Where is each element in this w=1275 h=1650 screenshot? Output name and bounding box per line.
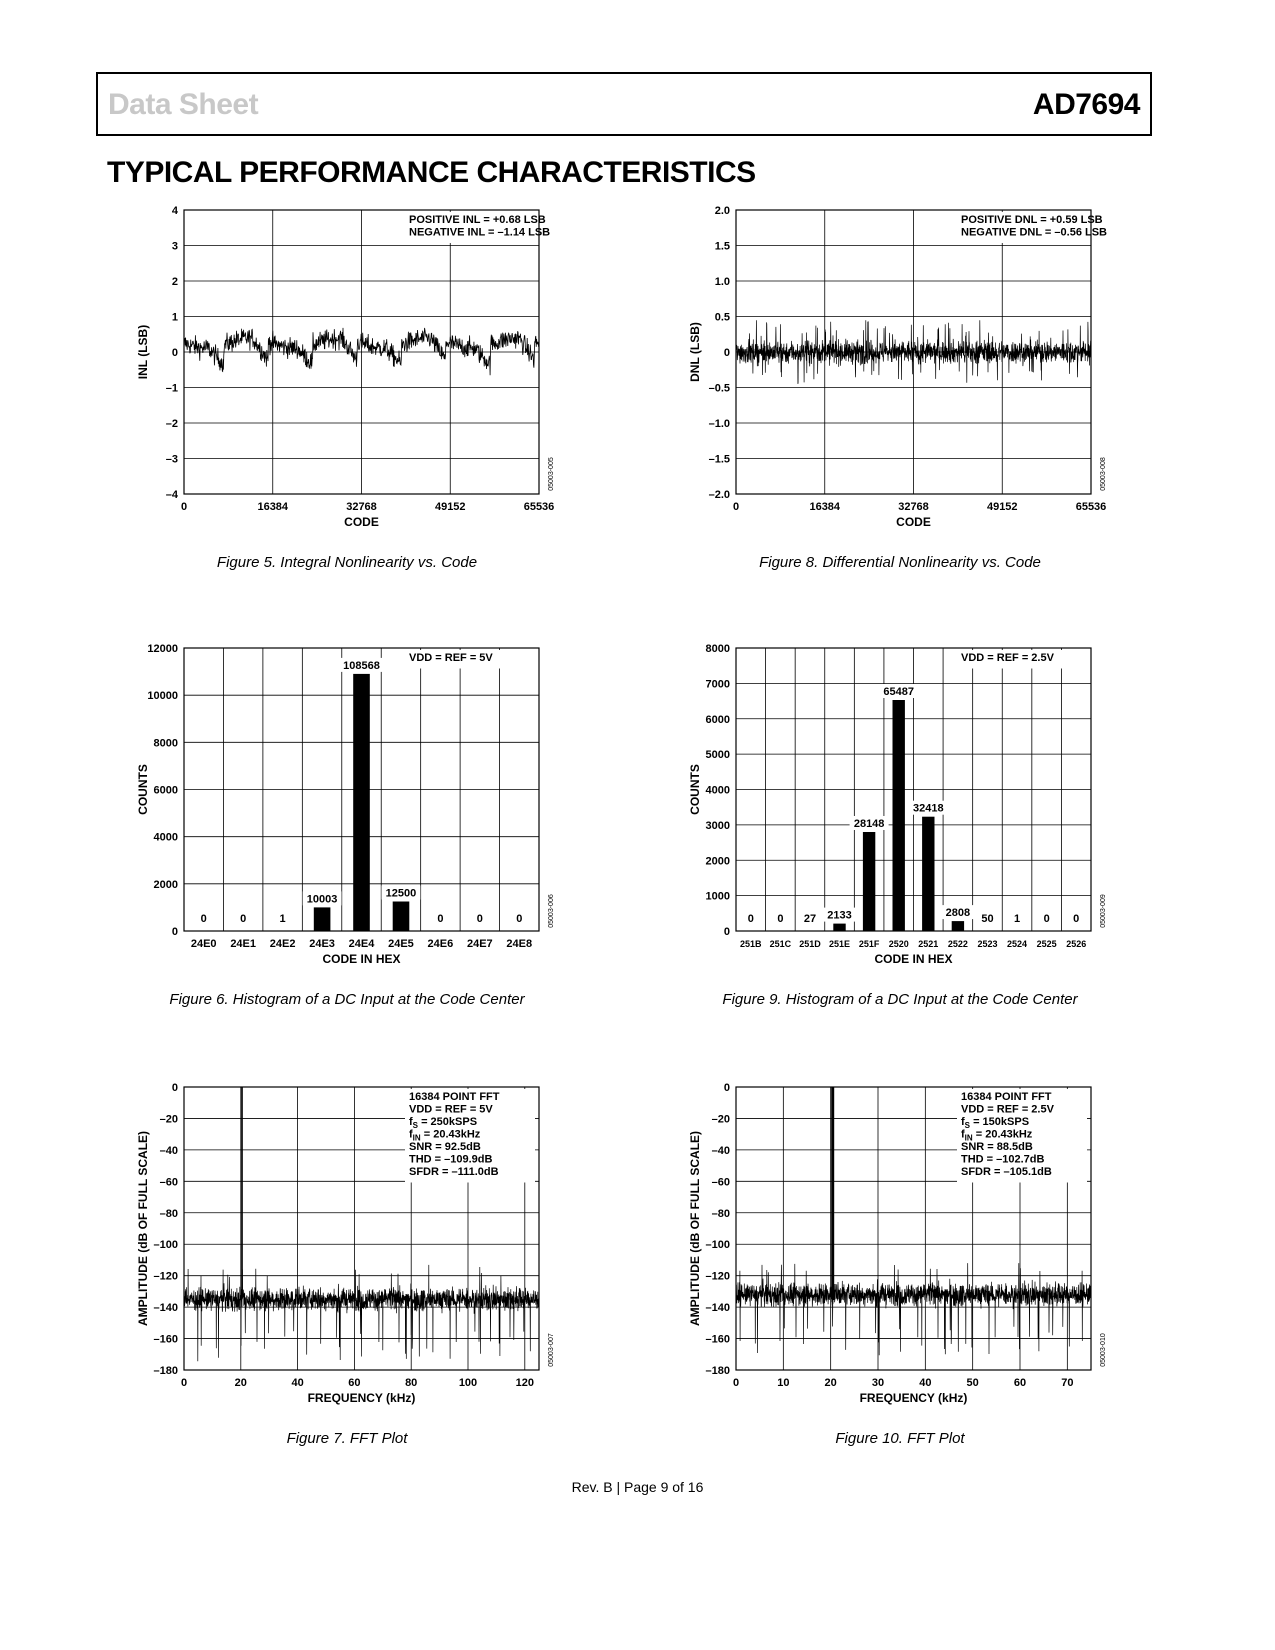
chart-annotation: VDD = REF = 2.5V [961,1103,1054,1116]
x-tick-label: 50 [966,1377,979,1389]
x-tick-label: 32768 [898,501,929,513]
figure-caption: Figure 9. Histogram of a DC Input at the Code Center [722,991,1078,1008]
header-part-number: AD7694 [1032,88,1140,121]
x-tick-label: 49152 [434,501,466,513]
bar-value-label: 0 [476,913,483,925]
chart-annotation: SFDR = –111.0dB [409,1166,499,1178]
x-tick-label: 2524 [1007,939,1028,949]
x-axis-label: FREQUENCY (kHz) [859,1391,968,1405]
bar-value-label: 0 [200,913,207,925]
y-tick-label: 5000 [705,749,730,762]
x-tick-label: 40 [291,1377,304,1389]
x-tick-label: 0 [180,1377,188,1389]
x-tick-label: 24E0 [190,938,217,950]
x-tick-label: 2522 [947,939,968,949]
figure-caption: Figure 5. Integral Nonlinearity vs. Code [216,554,478,571]
chart-annotation: $f_S$ = 150kSPS [961,1116,1030,1130]
chart-annotation: POSITIVE DNL = +0.59 LSB [961,214,1103,226]
y-tick-label: –80 [159,1207,178,1220]
y-tick-label: –40 [711,1144,730,1157]
y-tick-label: 7000 [705,678,730,691]
y-tick-label: –3 [165,453,178,466]
x-tick-label: 0 [732,1377,740,1389]
y-tick-label: –140 [153,1302,178,1315]
figure-caption: Figure 6. Histogram of a DC Input at the Code Center [169,991,525,1008]
x-axis-label: CODE [896,515,931,529]
x-tick-label: 24E6 [427,938,454,950]
y-tick-label: 2000 [705,855,730,868]
figure-side-code: 05003-005 [548,457,555,491]
y-tick-label: 1.5 [714,240,730,253]
x-tick-label: 60 [1013,1377,1027,1389]
y-tick-label: –1 [165,382,178,395]
x-tick-label: 24E5 [388,938,414,950]
y-tick-label: 10000 [147,690,178,703]
y-axis-label: DNL (LSB) [688,322,702,382]
x-tick-label: 2520 [888,939,909,949]
chart-annotation: VDD = REF = 5V [409,1103,493,1116]
y-tick-label: 3 [171,240,178,253]
x-tick-label: 251E [829,939,851,949]
y-tick-label: –80 [711,1207,730,1220]
bar-value-label: 1 [279,913,286,925]
figure-side-code: 05003-007 [548,1333,555,1367]
bar-value-label: 0 [747,913,754,925]
section-title: TYPICAL PERFORMANCE CHARACTERISTICS [107,156,756,189]
chart-annotation: THD = –109.9dB [409,1153,493,1166]
bar-value-label: 1 [1013,913,1021,925]
y-tick-label: –40 [159,1144,178,1157]
x-tick-label: 65536 [523,501,555,513]
y-tick-label: 6000 [705,713,730,726]
y-tick-label: 6000 [153,784,178,797]
y-tick-label: –60 [711,1176,730,1189]
y-tick-label: 0 [171,926,178,938]
bar-value-label: 0 [1043,913,1050,925]
bar-value-label: 32418 [912,802,944,815]
y-tick-label: –160 [705,1333,730,1346]
y-tick-label: –180 [705,1365,730,1377]
y-tick-label: –20 [159,1113,178,1126]
x-tick-label: 20 [824,1377,837,1389]
x-tick-label: 251C [769,939,792,949]
x-tick-label: 24E1 [230,938,257,950]
x-tick-label: 24E4 [348,938,375,950]
bar-value-label: 27 [803,913,817,925]
x-tick-label: 2523 [977,939,998,949]
x-tick-label: 24E2 [269,938,296,950]
x-tick-label: 2525 [1036,939,1057,949]
x-tick-label: 251D [799,939,821,949]
chart-annotation: $f_{IN} = 20.43kHz$ [961,1128,1033,1143]
x-tick-label: 16384 [809,501,841,513]
y-tick-label: 8000 [705,643,730,655]
chart-annotation: $f_{IN} = 20.43kHz$ [409,1128,481,1143]
x-axis-label: FREQUENCY (kHz) [307,1391,416,1405]
x-tick-label: 251F [858,939,880,949]
figure-caption: Figure 7. FFT Plot [286,1430,408,1447]
y-tick-label: –100 [153,1239,178,1252]
chart-annotation: SFDR = –105.1dB [961,1166,1052,1178]
y-tick-label: 0 [723,926,730,938]
y-axis-label: COUNTS [136,764,150,815]
chart-annotation: NEGATIVE DNL = –0.56 LSB [961,226,1107,239]
y-tick-label: –2.0 [708,489,730,501]
y-tick-label: 2 [171,276,178,288]
y-axis-label: AMPLITUDE (dB OF FULL SCALE) [136,1130,150,1327]
chart-annotation: VDD = REF = 5V [409,652,493,664]
x-axis-label: CODE IN HEX [874,952,953,966]
figure-caption: Figure 10. FFT Plot [835,1430,965,1447]
x-tick-label: 24E7 [466,938,493,950]
figure-caption: Figure 8. Differential Nonlinearity vs. Code [759,554,1041,571]
figure-side-code: 05003-006 [548,894,555,928]
x-tick-label: 10 [777,1377,790,1389]
x-tick-label: 30 [871,1377,885,1389]
y-axis-label: INL (LSB) [136,324,150,380]
chart-annotation: VDD = REF = 2.5V [961,652,1054,664]
x-tick-label: 2521 [918,939,939,949]
x-tick-label: 251B [740,939,762,949]
y-tick-label: 0.5 [714,311,730,324]
header-doc-type: Data Sheet [108,88,259,121]
y-tick-label: –140 [705,1302,730,1315]
fft-noise-trace [736,1263,1091,1355]
bar-value-label: 65487 [883,686,915,699]
figure-side-code: 05003-009 [1100,894,1107,928]
y-tick-label: –2 [165,418,178,430]
x-tick-label: 40 [919,1377,932,1389]
y-tick-label: 0 [723,1082,730,1094]
x-tick-label: 0 [732,501,740,513]
x-tick-label: 16384 [257,501,289,513]
chart-annotation: $f_S$ = 250kSPS [409,1116,478,1130]
y-tick-label: –100 [705,1239,730,1252]
chart-annotation: THD = –102.7dB [961,1153,1045,1166]
bar-value-label: 0 [240,913,247,925]
y-tick-label: –20 [711,1113,730,1126]
y-tick-label: 4000 [705,784,730,797]
y-tick-label: 0 [171,347,178,359]
y-tick-label: 0 [171,1082,178,1094]
y-tick-label: –180 [153,1365,178,1377]
y-tick-label: 1000 [705,890,730,903]
chart-annotation: 16384 POINT FFT [409,1091,500,1103]
chart-annotation: SNR = 88.5dB [961,1141,1033,1153]
figure-side-code: 05003-008 [1100,457,1107,491]
x-tick-label: 0 [180,501,188,513]
y-tick-label: –1.0 [708,418,730,430]
y-tick-label: 8000 [153,737,178,750]
bar-value-label: 0 [516,913,523,925]
x-tick-label: 120 [515,1377,534,1389]
bar-value-label: 0 [777,913,784,925]
x-tick-label: 60 [348,1377,361,1389]
bar-value-label: 10003 [306,893,338,906]
bar-value-label: 50 [981,913,994,925]
y-tick-label: 4000 [153,831,178,844]
bar-value-label: 108568 [343,659,380,672]
y-tick-label: –60 [159,1176,178,1189]
page-footer: Rev. B | Page 9 of 16 [571,1479,704,1495]
y-tick-label: 2.0 [714,205,730,217]
y-tick-label: –0.5 [708,382,730,395]
y-tick-label: 3000 [705,819,730,832]
figure-side-code: 05003-010 [1100,1333,1107,1367]
y-tick-label: 0 [723,347,730,359]
y-tick-label: 4 [171,205,178,217]
y-tick-label: –120 [705,1270,730,1283]
chart-annotation: 16384 POINT FFT [961,1091,1052,1103]
y-tick-label: –160 [153,1333,178,1346]
chart-annotation: NEGATIVE INL = –1.14 LSB [409,226,551,239]
y-tick-label: 12000 [147,643,178,655]
y-axis-label: COUNTS [688,764,702,815]
y-tick-label: –4 [165,489,178,501]
bar-value-label: 0 [1073,913,1080,925]
bar-value-label: 2808 [945,907,971,920]
x-tick-label: 24E3 [309,938,335,950]
y-tick-label: –120 [153,1270,178,1283]
x-axis-label: CODE [344,515,379,529]
bar-value-label: 28148 [853,817,885,830]
x-tick-label: 20 [234,1377,247,1389]
x-tick-label: 80 [405,1377,418,1389]
y-tick-label: 1.0 [714,276,730,288]
x-tick-label: 32768 [346,501,377,513]
x-tick-label: 24E8 [506,938,533,950]
y-tick-label: 2000 [153,878,178,891]
bar-value-label: 2133 [827,909,852,922]
y-tick-label: –1.5 [708,453,730,466]
y-axis-label: AMPLITUDE (dB OF FULL SCALE) [688,1130,702,1327]
chart-annotation: SNR = 92.5dB [409,1141,481,1153]
bar-value-label: 0 [437,913,444,925]
x-tick-label: 49152 [986,501,1018,513]
bar-value-label: 12500 [385,887,417,900]
x-axis-label: CODE IN HEX [322,952,401,966]
chart-annotation: POSITIVE INL = +0.68 LSB [409,214,546,226]
y-tick-label: 1 [171,311,178,324]
x-tick-label: 2526 [1066,939,1087,949]
x-tick-label: 70 [1061,1377,1074,1389]
x-tick-label: 65536 [1075,501,1107,513]
x-tick-label: 100 [458,1377,478,1389]
